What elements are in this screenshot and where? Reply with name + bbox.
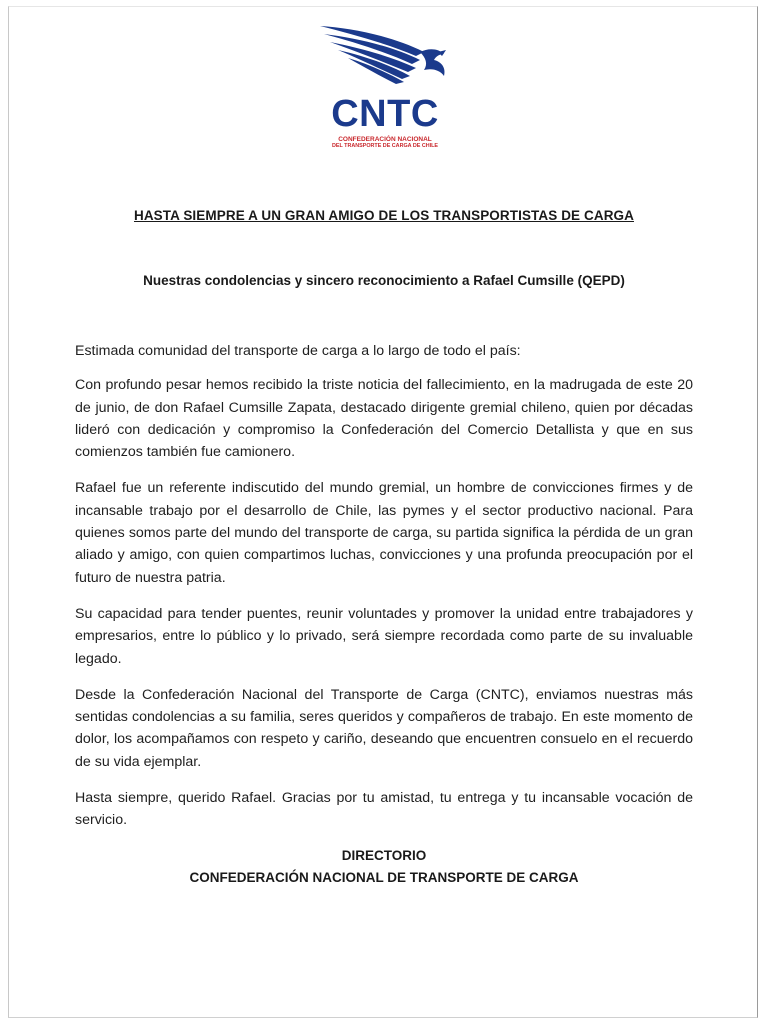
document-subtitle: Nuestras condolencias y sincero reconocimiento a Rafael Cumsille (QEPD) — [143, 273, 625, 288]
signature-directorio: DIRECTORIO — [341, 848, 427, 863]
document-title: HASTA SIEMPRE A UN GRAN AMIGO DE LOS TRANSPORTISTAS DE CARGA — [133, 208, 634, 223]
logo-acronym: CNTC — [331, 93, 439, 135]
paragraph: Desde la Confederación Nacional del Transporte de Carga (CNTC), enviamos nuestras más sentidas condolencias a su familia, seres queridos y compañeros de trabajo. En este momento de dolor, los acompañamos con respeto y cariño, deseando que encuentren consuelo en el recuerdo de su vida ejemplar. — [75, 686, 693, 770]
cntc-logo — [312, 22, 458, 154]
paragraph: Rafael fue un referente indiscutido del mundo gremial, un hombre de convicciones firmes y de incansable trabajo por el desarrollo de Chile, las pymes y el sector productivo nacional. Para quienes somos parte del mundo del transporte de carga, su partida significa la pérdida de un gran aliado y amigo, con quien compartimos luchas, convicciones y una profunda preocupación por el futuro de nuestra patria. — [75, 480, 693, 586]
paragraph-greeting: Estimada comunidad del transporte de carga a lo largo de todo el país: — [75, 343, 521, 359]
paragraph: Hasta siempre, querido Rafael. Gracias por tu amistad, tu entrega y tu incansable vocación de servicio. — [75, 790, 693, 829]
logo-subtitle-line1: CONFEDERACIÓN NACIONAL — [338, 136, 432, 143]
eagle-wing-icon — [312, 22, 458, 102]
logo-subtitle-line2: DEL TRANSPORTE DE CARGA DE CHILE — [331, 143, 439, 149]
paragraph: Con profundo pesar hemos recibido la triste noticia del fallecimiento, en la madrugada de este 20 de junio, de don Rafael Cumsille Zapata, destacado dirigente gremial chileno, quien por décadas lideró con dedicación y compromiso la Confederación del Comercio Detallista y que en sus comienzos también fue camionero. — [75, 377, 693, 461]
paragraph: Su capacidad para tender puentes, reunir voluntades y promover la unidad entre trabajadores y empresarios, entre lo público y lo privado, será siempre recordada como parte de su invaluable legado. — [75, 605, 693, 667]
signature-organization: CONFEDERACIÓN NACIONAL DE TRANSPORTE DE CARGA — [189, 870, 579, 885]
document-body — [75, 340, 693, 846]
